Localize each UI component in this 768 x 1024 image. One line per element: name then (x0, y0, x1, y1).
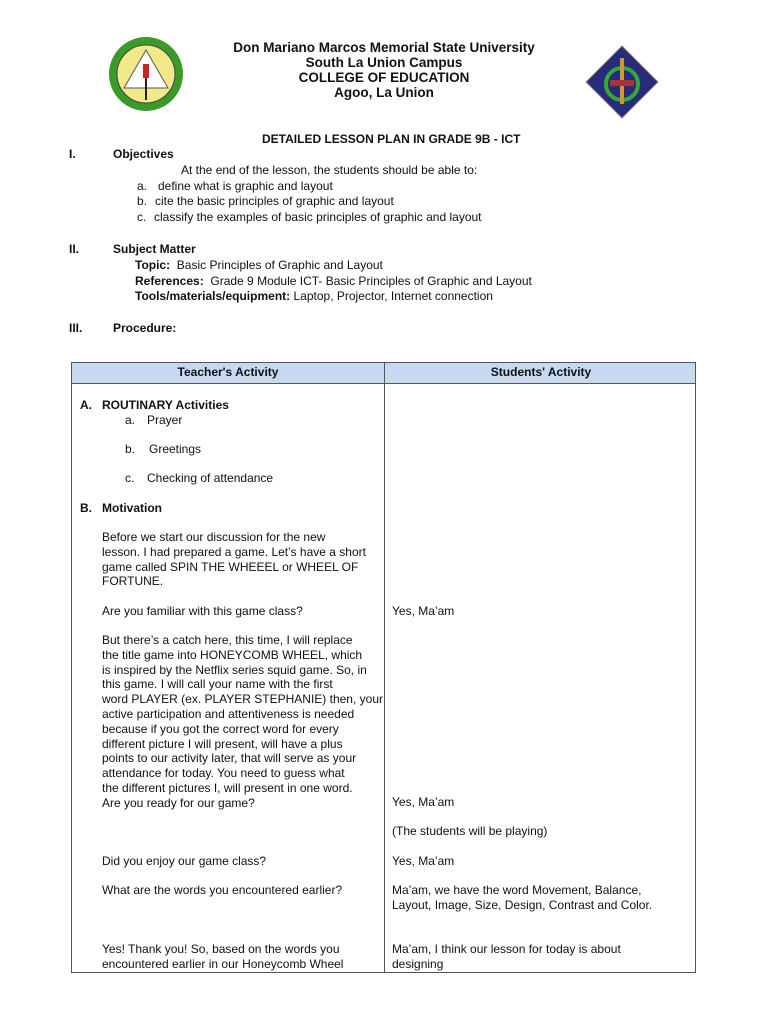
references-label: References: (135, 274, 204, 288)
list-marker: a. (137, 179, 148, 193)
teacher-text: But there’s a catch here, this time, I will replace the title game into HONEYCOMB WHEEL, which is inspired by the Netflix series squid game. So, in this game. I will call your name with the first word PLAYER (ex. PLAYER STEPHANIE) then, your active participation and attentiveness is needed because if you got the correct word for every different picture I will present, will have a plus points to our activity later, that will serve as your attendance for today. You need to guess what the different pictures I, will present in one word. Are you ready for our game? (102, 633, 383, 810)
activity-table (71, 362, 696, 973)
student-response: Yes, Ma’am (392, 795, 455, 809)
subject-matter-heading: Subject Matter (113, 242, 196, 256)
objectives-intro: At the end of the lesson, the students should be able to: (181, 163, 478, 177)
list-marker: c. (125, 471, 135, 485)
student-response: Yes, Ma’am (392, 604, 455, 618)
procedure-heading: Procedure: (113, 321, 177, 335)
students-activity-header: Students' Activity (490, 365, 592, 379)
teacher-activity-header: Teacher's Activity (177, 365, 279, 379)
list-marker: c. (137, 210, 147, 224)
tools-line (135, 289, 493, 304)
routinary-heading: ROUTINARY Activities (102, 398, 229, 412)
teacher-text: Did you enjoy our game class? (102, 854, 267, 868)
list-marker: a. (125, 413, 136, 427)
topic-label: Topic: (135, 258, 171, 272)
tools-label: Tools/materials/equipment: (135, 289, 291, 303)
student-response: Yes, Ma’am (392, 854, 455, 868)
motivation-heading: Motivation (102, 501, 162, 515)
section-number: III. (69, 321, 83, 335)
student-response: (The students will be playing) (392, 824, 548, 838)
section-number: I. (69, 147, 76, 161)
teacher-text: Are you familiar with this game class? (102, 604, 303, 618)
tools-value: Laptop, Projector, Internet connection (293, 289, 493, 303)
student-response: Ma’am, I think our lesson for today is about designing (392, 942, 621, 971)
objective-item: classify the examples of basic principles of graphic and layout (154, 210, 482, 224)
lesson-plan-title: DETAILED LESSON PLAN IN GRADE 9B - ICT (262, 132, 521, 146)
list-marker: A. (80, 398, 92, 412)
list-marker: b. (125, 442, 136, 456)
list-marker: b. (137, 194, 148, 208)
college-name: COLLEGE OF EDUCATION (298, 70, 470, 85)
list-marker: B. (80, 501, 92, 515)
objectives-heading: Objectives (113, 147, 174, 161)
teacher-text: Before we start our discussion for the new lesson. I had prepared a game. Let’s have a short game called SPIN THE WHEEEL or WHEEL OF FORTUNE. (102, 530, 366, 589)
teacher-text: What are the words you encountered earlier? (102, 883, 343, 897)
references-value: Grade 9 Module ICT- Basic Principles of Graphic and Layout (210, 274, 532, 288)
topic-value: Basic Principles of Graphic and Layout (176, 258, 383, 272)
routine-item: Checking of attendance (147, 471, 274, 485)
teacher-text: Yes! Thank you! So, based on the words you encountered earlier in our Honeycomb Wheel (102, 942, 344, 971)
objective-item: define what is graphic and layout (158, 179, 333, 193)
references-line (135, 274, 532, 289)
student-response: Ma’am, we have the word Movement, Balance, Layout, Image, Size, Design, Contrast and Color. (392, 883, 653, 912)
section-number: II. (69, 242, 80, 256)
routine-item: Prayer (147, 413, 183, 427)
column-divider (384, 363, 385, 972)
college-seal-logo (584, 44, 660, 120)
objective-item: cite the basic principles of graphic and layout (155, 194, 394, 208)
university-name: Don Mariano Marcos Memorial State University (233, 40, 535, 55)
topic-line (135, 258, 383, 273)
location: Agoo, La Union (334, 85, 434, 100)
routine-item: Greetings (149, 442, 202, 456)
campus-name: South La Union Campus (305, 55, 463, 70)
